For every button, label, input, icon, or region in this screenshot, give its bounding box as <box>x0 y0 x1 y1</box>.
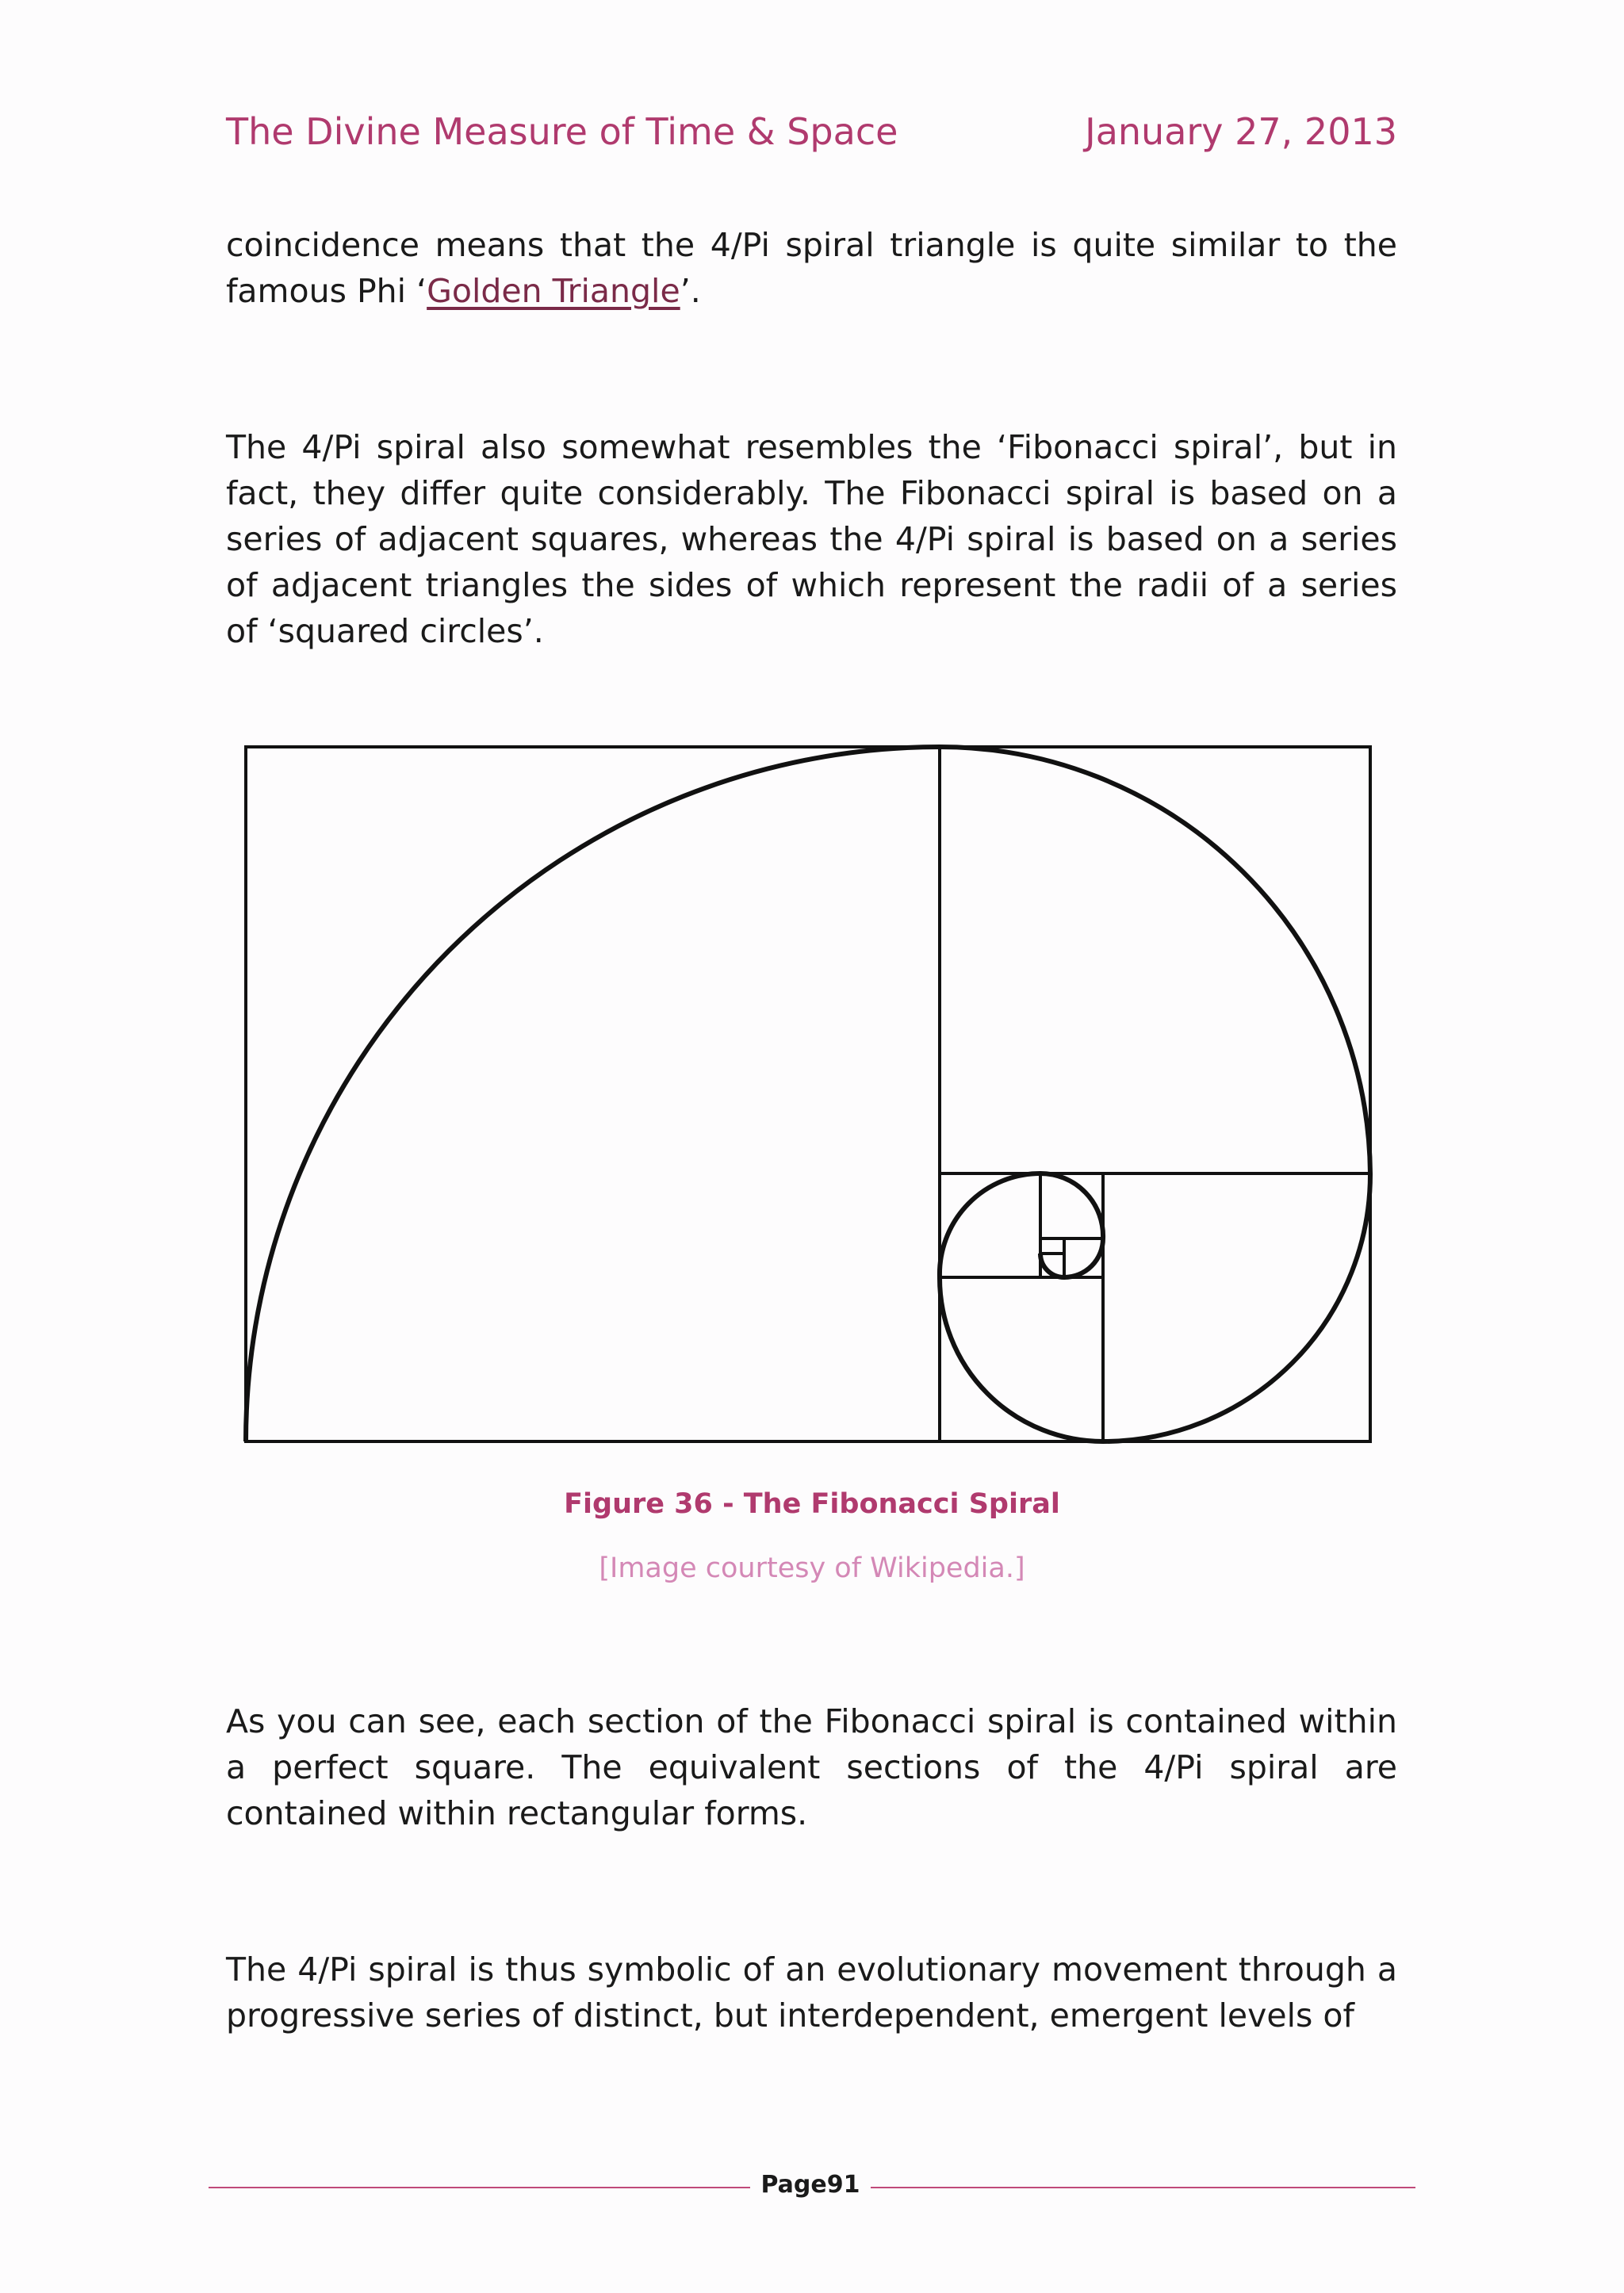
paragraph-1-text: coincidence means that the 4/Pi spiral triangle is quite similar to the famous Phi ‘ <box>226 226 1397 310</box>
document-title: The Divine Measure of Time & Space <box>226 110 898 153</box>
paragraph-1 <box>226 222 1397 314</box>
paragraph-1-end: ’. <box>680 272 701 310</box>
paragraph-2: The 4/Pi spiral also somewhat resembles the ‘Fibonacci spiral’, but in fact, they differ quite considerably. The Fibonacci spiral is based on a series of adjacent squares, whereas the 4/Pi spiral is based on a series of adjacent triangles the sides of which represent the radii of a series of ‘squared circles’. <box>226 428 1397 650</box>
spiral-curve <box>246 747 1370 1441</box>
fibonacci-spiral-figure <box>238 741 1380 1447</box>
footer-rule-right <box>871 2187 1415 2188</box>
document-date: January 27, 2013 <box>1085 110 1397 153</box>
figure-caption: Figure 36 - The Fibonacci Spiral <box>564 1488 1060 1520</box>
page-footer <box>209 2165 1415 2212</box>
paragraph-3: As you can see, each section of the Fibonacci spiral is contained within a perfect square. The equivalent sections of the 4/Pi spiral are contained within rectangular forms. <box>226 1702 1397 1832</box>
page-header <box>226 109 1397 154</box>
figure-credit: [Image courtesy of Wikipedia.] <box>599 1552 1025 1584</box>
paragraph-4: The 4/Pi spiral is thus symbolic of an evolutionary movement through a progressive series of distinct, but interdependent, emergent levels of <box>226 1950 1397 2035</box>
golden-triangle-link[interactable]: Golden Triangle <box>427 272 680 310</box>
footer-rule-left <box>209 2187 750 2188</box>
fibonacci-spiral-diagram <box>238 741 1380 1447</box>
page-number: Page91 <box>760 2171 860 2199</box>
outer-rectangle <box>246 747 1370 1441</box>
